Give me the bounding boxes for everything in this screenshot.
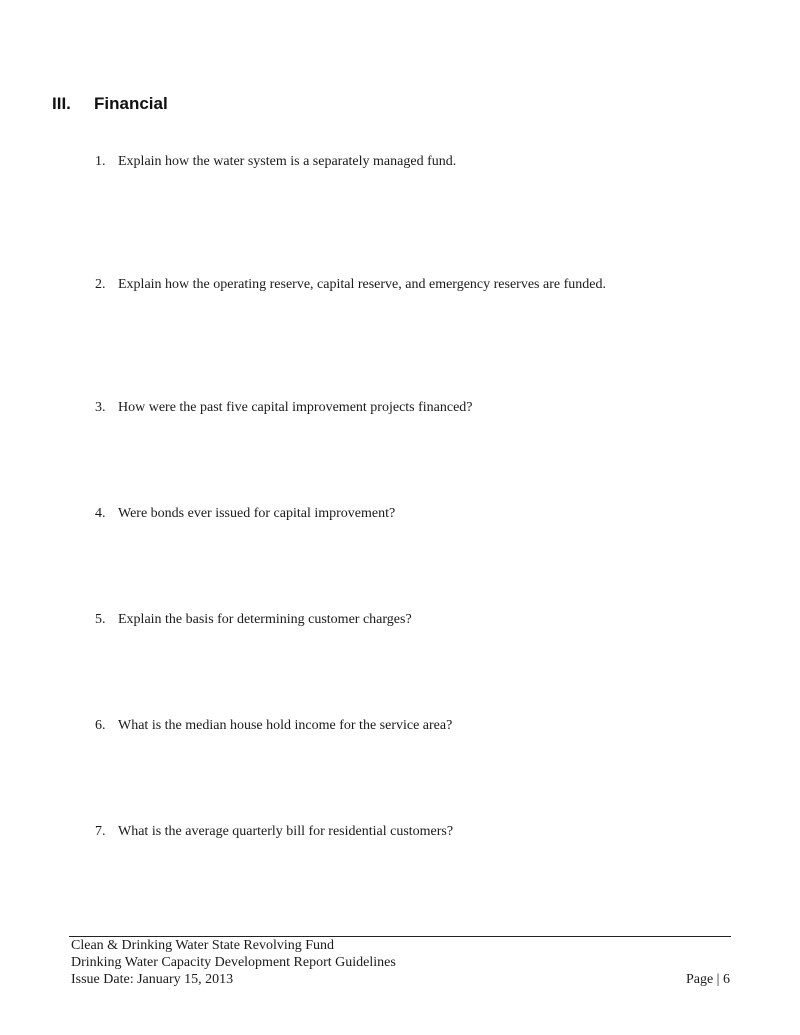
- question-text: How were the past five capital improvement projects financed?: [118, 400, 473, 415]
- footer-divider: [69, 936, 731, 937]
- question-number: 7.: [95, 824, 106, 839]
- question-number: 2.: [95, 277, 106, 292]
- question-number: 1.: [95, 154, 106, 169]
- question-7: [95, 823, 453, 841]
- question-number: 6.: [95, 718, 106, 733]
- question-text: Were bonds ever issued for capital improvement?: [118, 506, 396, 521]
- question-text: Explain the basis for determining customer charges?: [118, 612, 412, 627]
- question-6: [95, 717, 452, 735]
- question-2: [95, 276, 606, 294]
- footer-issue-date: Issue Date: January 15, 2013: [71, 972, 234, 987]
- question-4: [95, 505, 395, 523]
- footer-page-number: Page | 6: [685, 972, 730, 987]
- question-text: What is the median house hold income for the service area?: [118, 718, 453, 733]
- question-5: [95, 611, 412, 629]
- section-number: III.: [52, 94, 71, 113]
- footer-program-name: Clean & Drinking Water State Revolving Fund: [71, 938, 335, 953]
- question-text: What is the average quarterly bill for residential customers?: [118, 824, 454, 839]
- question-1: [95, 153, 456, 171]
- question-text: Explain how the operating reserve, capital reserve, and emergency reserves are funded.: [118, 277, 606, 292]
- question-text: Explain how the water system is a separately managed fund.: [118, 154, 457, 169]
- question-3: [95, 399, 473, 417]
- question-number: 3.: [95, 400, 106, 415]
- question-number: 4.: [95, 506, 106, 521]
- question-number: 5.: [95, 612, 106, 627]
- footer-document-title: Drinking Water Capacity Development Report Guidelines: [71, 955, 396, 970]
- section-title: Financial: [94, 94, 168, 113]
- section-heading: [52, 94, 168, 114]
